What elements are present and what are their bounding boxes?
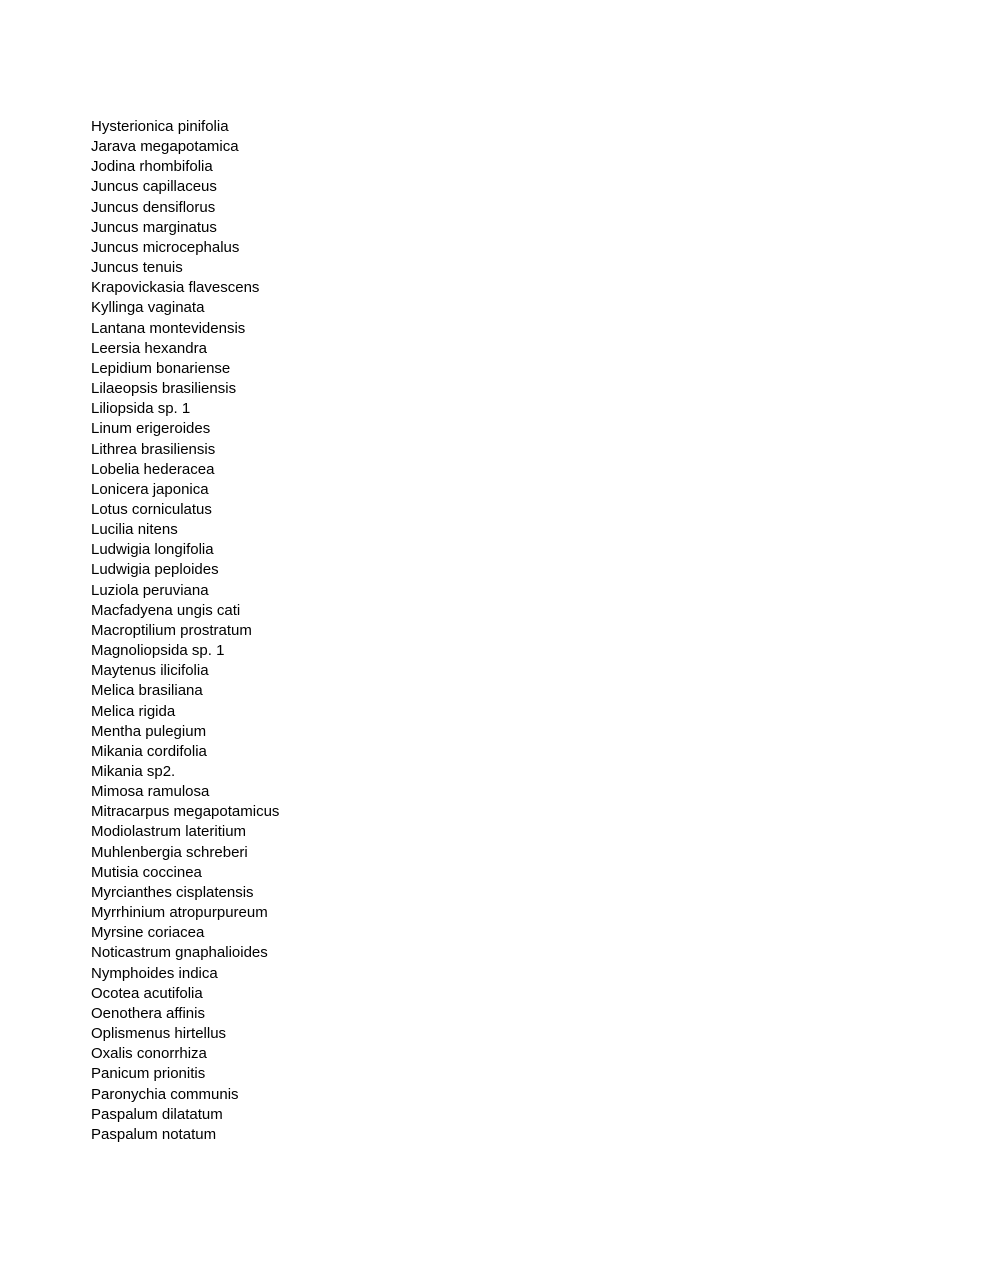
species-list-item: Maytenus ilicifolia — [91, 662, 209, 680]
species-list-item: Ludwigia longifolia — [91, 541, 214, 559]
species-list-item: Leersia hexandra — [91, 339, 207, 357]
species-list-item: Lobelia hederacea — [91, 460, 215, 478]
species-list-item: Melica rigida — [91, 702, 176, 720]
species-list-item: Panicum prionitis — [91, 1065, 206, 1083]
species-list-item: Melica brasiliana — [91, 682, 203, 700]
species-list-item: Luziola peruviana — [91, 581, 209, 599]
species-list-item: Mitracarpus megapotamicus — [91, 803, 280, 821]
species-list-item: Lepidium bonariense — [91, 359, 231, 377]
species-list-item: Ludwigia peploides — [91, 561, 219, 579]
species-list-item: Myrcianthes cisplatensis — [91, 883, 254, 901]
species-list-item: Juncus tenuis — [91, 259, 183, 277]
species-list-item: Paspalum dilatatum — [91, 1105, 223, 1123]
species-list-item: Jodina rhombifolia — [91, 158, 213, 176]
species-list-item: Lonicera japonica — [91, 480, 209, 498]
species-list-item: Macroptilium prostratum — [91, 621, 252, 639]
species-list-item: Liliopsida sp. 1 — [91, 400, 191, 418]
species-list-item: Jarava megapotamica — [91, 138, 239, 156]
species-list-item: Lotus corniculatus — [91, 500, 212, 518]
species-list-item: Kyllinga vaginata — [91, 299, 205, 317]
species-list-item: Krapovickasia flavescens — [91, 279, 260, 297]
species-list-item: Nymphoides indica — [91, 964, 218, 982]
species-list — [91, 117, 279, 1145]
species-list-item: Oenothera affinis — [91, 1004, 205, 1022]
species-list-item: Lithrea brasiliensis — [91, 440, 216, 458]
species-list-item: Mikania cordifolia — [91, 742, 207, 760]
species-list-item: Paronychia communis — [91, 1085, 239, 1103]
species-list-item: Myrsine coriacea — [91, 924, 205, 942]
species-list-item: Lantana montevidensis — [91, 319, 246, 337]
species-list-item: Modiolastrum lateritium — [91, 823, 247, 841]
species-list-item: Mentha pulegium — [91, 722, 207, 740]
species-list-item: Juncus microcephalus — [91, 238, 240, 256]
species-list-item: Oxalis conorrhiza — [91, 1045, 207, 1063]
species-list-item: Noticastrum gnaphalioides — [91, 944, 268, 962]
species-list-item: Juncus capillaceus — [91, 178, 217, 196]
species-list-item: Muhlenbergia schreberi — [91, 843, 248, 861]
species-list-item: Mikania sp2. — [91, 763, 176, 780]
species-list-item: Juncus marginatus — [91, 218, 217, 236]
species-list-item: Mutisia coccinea — [91, 863, 202, 881]
species-list-item: Myrrhinium atropurpureum — [91, 904, 268, 922]
species-list-item: Lilaeopsis brasiliensis — [91, 380, 237, 398]
species-list-item: Lucilia nitens — [91, 521, 178, 539]
species-list-item: Juncus densiflorus — [91, 198, 216, 216]
species-list-item: Macfadyena ungis cati — [91, 601, 241, 619]
species-list-item: Paspalum notatum — [91, 1125, 217, 1143]
species-list-item: Ocotea acutifolia — [91, 984, 203, 1002]
species-list-item: Hysterionica pinifolia — [91, 118, 229, 135]
species-list-item: Magnoliopsida sp. 1 — [91, 642, 225, 660]
species-list-item: Oplismenus hirtellus — [91, 1025, 227, 1043]
species-list-item: Linum erigeroides — [91, 420, 211, 438]
species-list-item: Mimosa ramulosa — [91, 783, 210, 801]
